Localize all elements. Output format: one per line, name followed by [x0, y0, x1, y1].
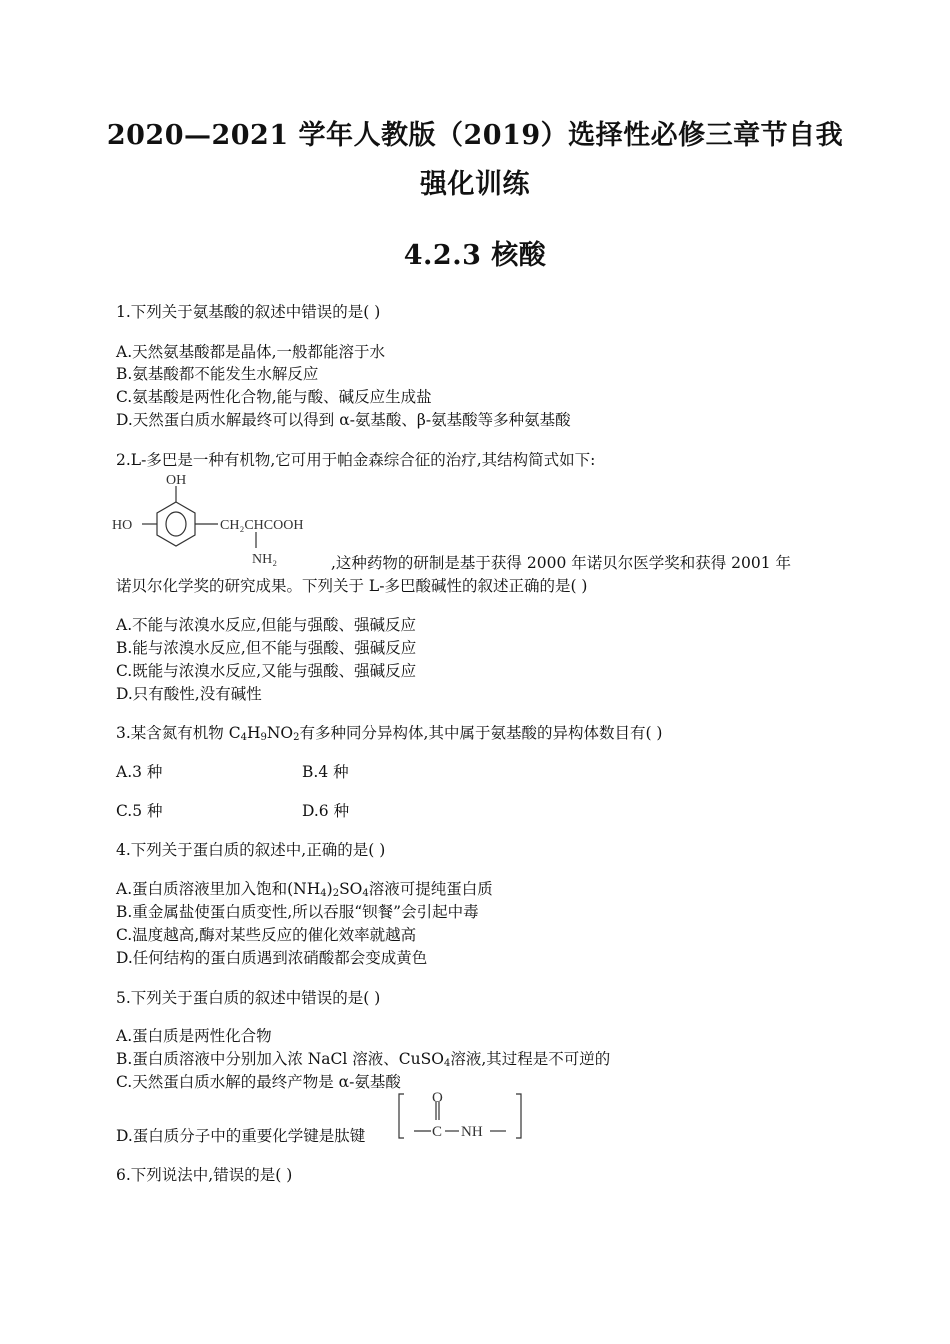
question-5-option-b: B.蛋白质溶液中分别加入浓 NaCl 溶液、CuSO$_4$溶液,其过程是不可逆的: [116, 1050, 611, 1069]
question-2-option-c: C.既能与浓溴水反应,又能与强酸、强碱反应: [116, 662, 417, 680]
question-2-stem-continued: ,这种药物的研制是基于获得 2000 年诺贝尔医学奖和获得 2001 年: [331, 554, 792, 572]
question-3-option-b: B.4 种: [302, 763, 349, 781]
oxygen-label: O: [432, 1090, 443, 1106]
question-4-option-c: C.温度越高,酶对某些反应的催化效率就越高: [116, 926, 417, 944]
nh2-label: NH₂: [252, 552, 278, 567]
question-1-option-d: D.天然蛋白质水解最终可以得到 α-氨基酸、β-氨基酸等多种氨基酸: [116, 411, 571, 429]
question-2-option-a: A.不能与浓溴水反应,但能与强酸、强碱反应: [116, 616, 417, 634]
benzene-ring: [157, 502, 195, 546]
document-title-line-1: 2020—2021 学年人教版（2019）选择性必修三章节自我: [106, 120, 844, 151]
question-1-stem: 1.下列关于氨基酸的叙述中错误的是( ): [116, 303, 381, 321]
question-4-option-b: B.重金属盐使蛋白质变性,所以吞服“钡餐”会引起中毒: [116, 903, 479, 921]
nh-label: NH: [461, 1124, 483, 1140]
question-2-option-b: B.能与浓溴水反应,但不能与强酸、强碱反应: [116, 639, 417, 657]
side-chain-label: CH₂CHCOOH: [220, 518, 304, 533]
ring-circle: [166, 512, 186, 536]
question-2-option-d: D.只有酸性,没有碱性: [116, 685, 262, 703]
question-1-option-a: A.天然氨基酸都是晶体,一般都能溶于水: [116, 343, 386, 361]
document-title-line-2: 强化训练: [420, 169, 530, 200]
question-5-option-c: C.天然蛋白质水解的最终产物是 α-氨基酸: [116, 1073, 401, 1091]
question-4-stem: 4.下列关于蛋白质的叙述中,正确的是( ): [116, 841, 386, 859]
section-title: 4.2.3 核酸: [403, 240, 547, 271]
ho-label: HO: [112, 518, 133, 533]
question-5-stem: 5.下列关于蛋白质的叙述中错误的是( ): [116, 989, 381, 1007]
question-3-option-d: D.6 种: [302, 802, 350, 820]
question-3-option-c: C.5 种: [116, 802, 163, 820]
left-bracket: [399, 1094, 404, 1138]
question-3-stem: 3.某含氮有机物 $C_4H_9NO_2$有多种同分异构体,其中属于氨基酸的异构体数目有( ): [116, 724, 663, 743]
question-1-option-b: B.氨基酸都不能发生水解反应: [116, 365, 319, 383]
oh-label: OH: [166, 473, 187, 488]
question-6-stem: 6.下列说法中,错误的是( ): [116, 1166, 293, 1184]
question-4-option-a: A.蛋白质溶液里加入饱和$(NH_4)_2SO_4$溶液可提纯蛋白质: [116, 880, 493, 899]
question-1-option-c: C.氨基酸是两性化合物,能与酸、碱反应生成盐: [116, 388, 432, 406]
question-2-stem-continued-2: 诺贝尔化学奖的研究成果。下列关于 L-多巴酸碱性的叙述正确的是( ): [116, 577, 588, 595]
question-2-stem: 2.L-多巴是一种有机物,它可用于帕金森综合征的治疗,其结构简式如下:: [116, 451, 596, 469]
question-4-option-d: D.任何结构的蛋白质遇到浓硝酸都会变成黄色: [116, 949, 428, 967]
peptide-bond-structure: [398, 1090, 528, 1142]
question-5-option-d: D.蛋白质分子中的重要化学键是肽键: [116, 1127, 366, 1145]
carbon-label: C: [432, 1124, 443, 1140]
l-dopa-structure: [112, 468, 342, 570]
right-bracket: [516, 1094, 521, 1138]
question-5-option-a: A.蛋白质是两性化合物: [116, 1027, 272, 1045]
question-3-option-a: A.3 种: [116, 763, 163, 781]
